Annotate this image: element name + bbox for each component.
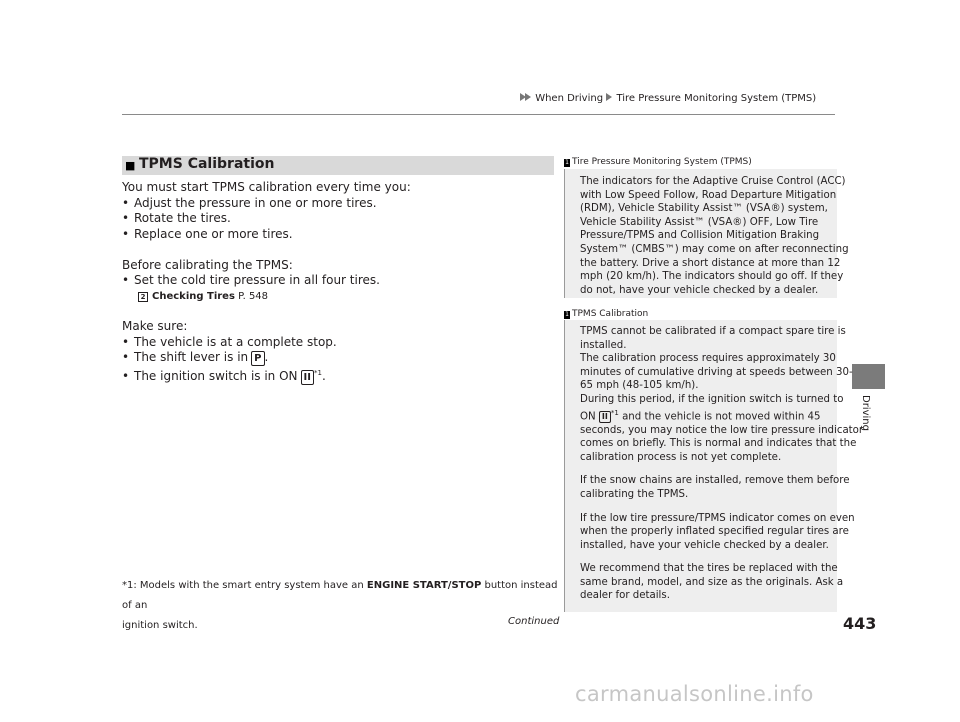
note-number-icon: 1 [565, 311, 569, 318]
bullet-icon: • [122, 335, 130, 349]
list-item: • Set the cold tire pressure in all four tires. [122, 273, 380, 287]
ignition-on-key-icon: II [599, 411, 611, 423]
watermark: carmanualsonline.info [575, 682, 814, 706]
note-number-icon: 1 [565, 159, 569, 166]
bullet-icon: • [122, 273, 130, 287]
bullet-icon: • [122, 369, 130, 383]
list-item: • Replace one or more tires. [122, 227, 293, 241]
footnote: *1: Models with the smart entry system have an ENGINE START/STOP button instead of an ignition switch. [122, 580, 558, 631]
chapter-label: Driving [860, 395, 871, 431]
note-box [564, 169, 849, 298]
arrow-icon [525, 93, 531, 101]
page-number: 443 [843, 614, 877, 633]
section-heading [122, 156, 554, 175]
list-item: • The ignition switch is in ON II $^{*1}$. [122, 369, 326, 383]
note-body: TPMS cannot be calibrated if a compact spare tire is installed. The calibration process requires approximately 30 minutes of cumulative driving at speeds between 30- 65 mph (48-105 km/h). During this period, if the ignition switch is turned to ON II $^{*1}$ and the vehicle is not moved within 45 seconds, you may notice the low tire pressure indicator comes on briefly. This is normal and indicates that the calibration process is not yet complete. If the snow chains are installed, remove them before calibrating the TPMS. If the low tire pressure/TPMS indicator comes on even when the properly inflated specified regular tires are installed, have your vehicle checked by a dealer. We recommend that the tires be replaced with the same brand, model, and size as the originals. Ask a dealer for details. [580, 326, 864, 602]
bullet-icon: • [122, 227, 130, 241]
square-icon: ■ [125, 159, 136, 172]
footnote-marker: *1 [313, 369, 322, 377]
before-text: Before calibrating the TPMS: [122, 258, 293, 272]
bullet-icon: • [122, 350, 130, 364]
list-item: • Rotate the tires. [122, 211, 231, 225]
make-sure-text: Make sure: [122, 319, 188, 333]
list-item: • The vehicle is at a complete stop. [122, 335, 337, 349]
section-title: TPMS Calibration [139, 156, 275, 172]
note-box [564, 320, 864, 612]
ignition-on-key-icon: II [301, 370, 314, 385]
header-rule [122, 114, 835, 115]
note-heading: 1 Tire Pressure Monitoring System (TPMS) [565, 157, 752, 167]
note-body: The indicators for the Adaptive Cruise Control (ACC) with Low Speed Follow, Road Departure Mitigation (RDM), Vehicle Stability Assist™ (VSA®) system, Vehicle Stability Assist™ (VSA®) OFF, Low Tire Pressure/TPMS and Collision Mitigation Braking System™ (CMBS™) may come on after reconnecting the battery. Drive a short distance at more than 12 mph (20 km/h). The indicators should go off. If they do not, have your vehicle checked by a dealer. [580, 176, 849, 296]
park-key-icon: P [251, 351, 264, 366]
cross-reference[interactable]: 2 Checking Tires P. 548 [138, 291, 268, 302]
breadcrumb-item[interactable]: When Driving [535, 93, 604, 104]
list-item: • Adjust the pressure in one or more tires. [122, 196, 377, 210]
breadcrumb-item[interactable]: Tire Pressure Monitoring System (TPMS) [616, 93, 817, 104]
intro-text: You must start TPMS calibration every time you: [122, 180, 411, 194]
list-item: • The shift lever is in P . [122, 350, 269, 364]
bullet-icon: • [122, 196, 130, 210]
bullet-icon: • [122, 211, 130, 225]
note-heading: 1 TPMS Calibration [565, 309, 649, 319]
arrow-icon [606, 93, 612, 101]
reference-icon: 2 [138, 292, 148, 302]
continued-label: Continued [508, 616, 560, 627]
breadcrumb [520, 93, 816, 104]
